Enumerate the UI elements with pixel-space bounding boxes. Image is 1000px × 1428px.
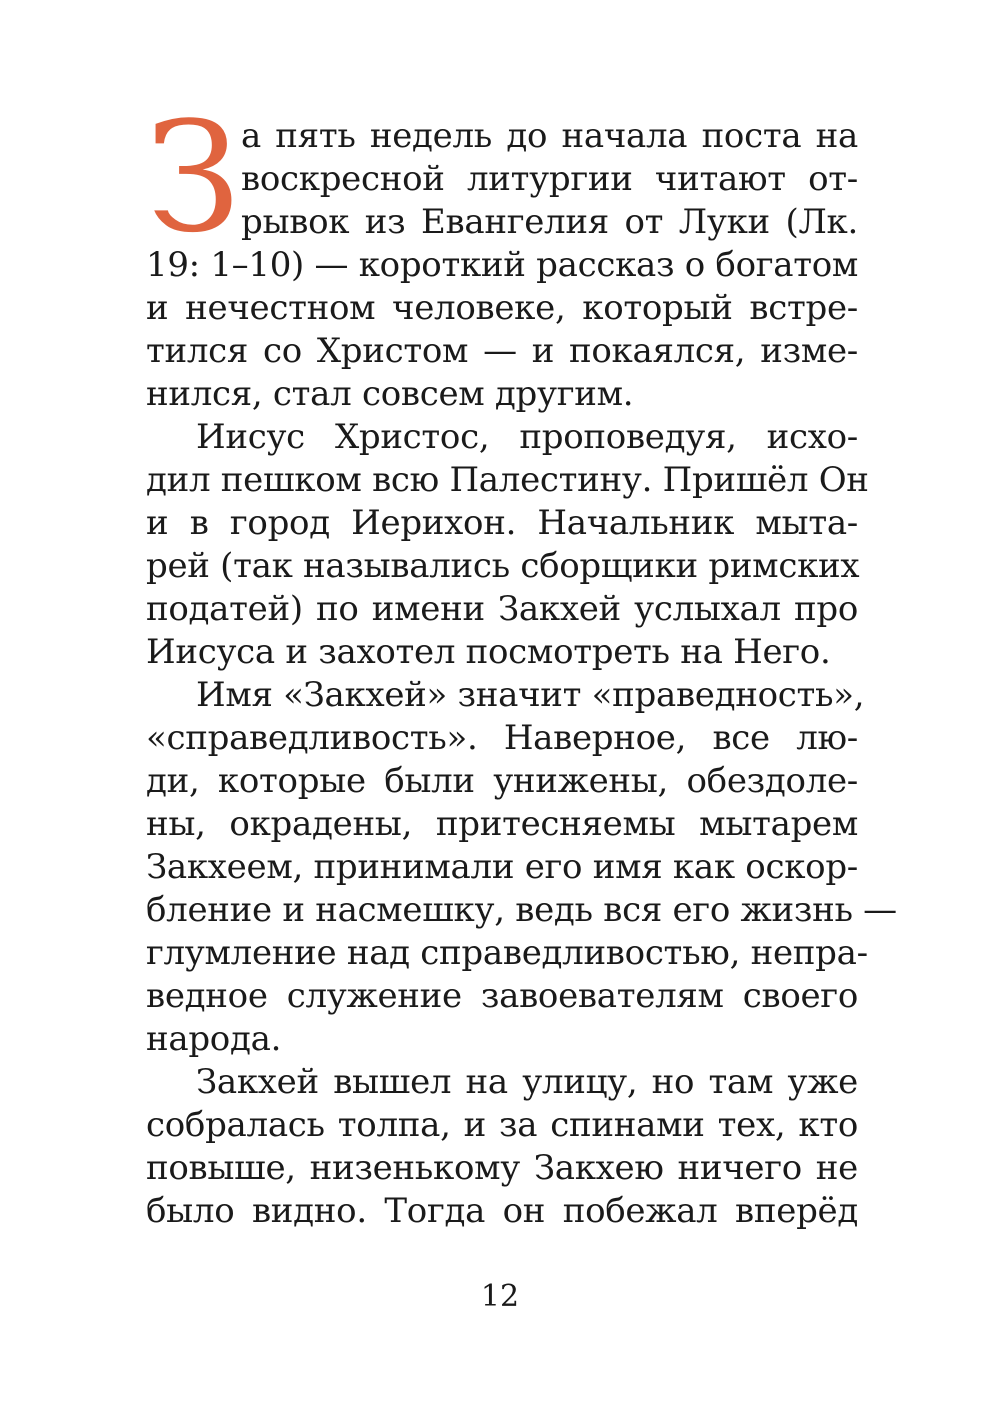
- body-text: [146, 115, 897, 1233]
- page-number: 12: [480, 1279, 520, 1314]
- text-line: и в город Иерихон. Начальник мыта-: [146, 503, 858, 543]
- text-line: ди, которые были унижены, обездоле-: [146, 761, 858, 801]
- text-line: «справедливость». Наверное, все лю-: [146, 718, 858, 758]
- text-line: рей (так назывались сборщики римских: [146, 546, 860, 586]
- text-line: Иисуса и захотел посмотреть на Него.: [146, 632, 831, 672]
- paragraph-2: [146, 416, 869, 674]
- text-line: 19: 1–10) — короткий рассказ о богатом: [146, 245, 859, 285]
- text-line: рывок из Евангелия от Луки (Лк.: [241, 202, 858, 242]
- text-line: глумление над справедливостью, непра-: [146, 933, 868, 973]
- text-line: податей) по имени Закхей услыхал про: [146, 589, 858, 629]
- text-line: и нечестном человеке, который встре-: [146, 288, 858, 328]
- dropcap-letter: З: [146, 89, 241, 266]
- text-line: ны, окрадены, притесняемы мытарем: [146, 804, 858, 844]
- text-line: дил пешком всю Палестину. Пришёл Он: [146, 460, 869, 500]
- text-line: было видно. Тогда он побежал вперёд: [146, 1191, 858, 1231]
- paragraph-1: [146, 115, 858, 416]
- text-line: Закхеем, принимали его имя как оскор-: [146, 847, 858, 887]
- text-line: а пять недель до начала поста на: [241, 116, 858, 156]
- text-line: воскресной литургии читают от-: [241, 159, 858, 199]
- text-line: тился со Христом — и покаялся, изме-: [146, 331, 858, 371]
- text-line: бление и насмешку, ведь вся его жизнь —: [146, 890, 897, 930]
- text-line: нился, стал совсем другим.: [146, 374, 634, 414]
- text-line: повыше, низенькому Закхею ничего не: [146, 1148, 858, 1188]
- text-line: собралась толпа, и за спинами тех, кто: [146, 1105, 858, 1145]
- paragraph-4: [146, 1061, 858, 1233]
- paragraph-3: [146, 674, 897, 1061]
- text-line: народа.: [146, 1019, 282, 1059]
- text-line: Имя «Закхей» значит «праведность»,: [196, 675, 865, 715]
- text-line: Закхей вышел на улицу, но там уже: [196, 1062, 858, 1102]
- text-line: Иисус Христос, проповедуя, исхо-: [196, 417, 858, 457]
- text-line: ведное служение завоевателям своего: [146, 976, 858, 1016]
